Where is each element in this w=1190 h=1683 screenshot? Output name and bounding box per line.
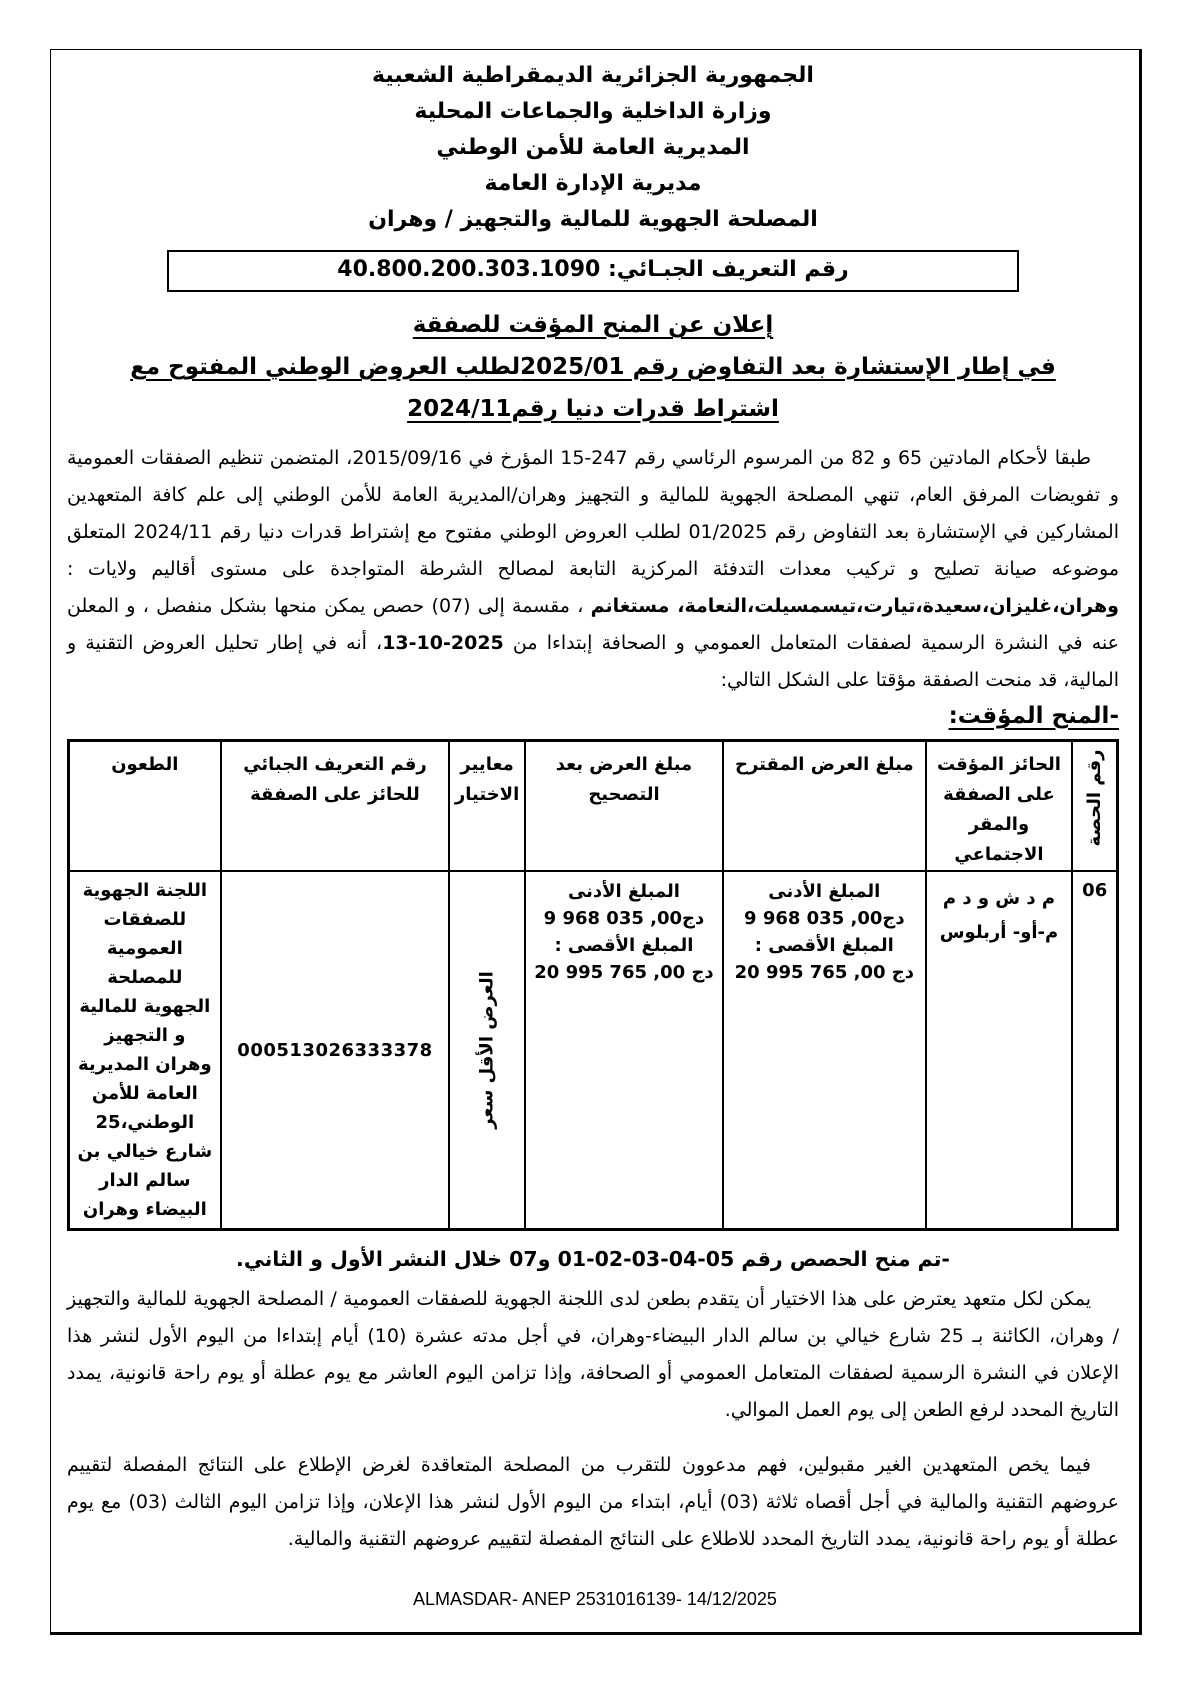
title-line-3: اشتراط قدرات دنيا رقم2024/11 bbox=[407, 396, 779, 422]
announcement-title bbox=[67, 304, 1119, 430]
award-table bbox=[67, 739, 1119, 1231]
letterhead-line-republic: الجمهورية الجزائرية الديمقراطية الشعبية bbox=[372, 63, 814, 88]
column-header-proposed-amount: مبلغ العرض المقترح bbox=[723, 741, 925, 872]
appeal-paragraph: يمكن لكل متعهد يعترض على هذا الاختيار أن يتقدم بطعن لدى اللجنة الجهوية للصفقات العمومية / المصلحة الجهوية للمالية والتجهيز / وهران، الكائنة بـ 25 شارع خيالي بن سالم الدار البيضاء-وهران، في أجل مدته عشرة (10) أيام إبتداءا من اليوم الأول لنشر هذا الإعلان في النشرة الرسمية لصفقات المتعامل العمومي أو الصحافة، وإذا تزامن اليوم العاشر مع يوم عطلة أو يوم راحة قانونية، يمدد التاريخ المحدد لرفع الطعن إلى يوم العمل الموالي. bbox=[67, 1288, 1120, 1421]
letterhead bbox=[67, 58, 1119, 238]
document-page bbox=[50, 49, 1142, 1635]
cell-lot-number: 06 bbox=[1072, 871, 1117, 1230]
corrected-min-label: المبلغ الأدنى bbox=[567, 881, 680, 902]
corrected-max-label: المبلغ الأقصى : bbox=[554, 935, 694, 956]
proposed-min-label: المبلغ الأدنى bbox=[768, 881, 881, 902]
title-line-1: إعلان عن المنح المؤقت للصفقة bbox=[412, 312, 774, 338]
tax-id-box bbox=[167, 250, 1019, 292]
proposed-min-value: 9 968 035 ,00دج bbox=[744, 908, 905, 929]
cell-appeals: اللجنة الجهوية للصفقات العمومية للمصلحة الجهوية للمالية و التجهيز وهران المديرية العامة للأمن الوطني،25 شارع خيالي بن سالم الدار البيضاء وهران bbox=[69, 871, 221, 1230]
proposed-max-label: المبلغ الأقصى : bbox=[754, 935, 894, 956]
column-header-holder: الحائز المؤقت على الصفقة والمقر الاجتماعي bbox=[926, 741, 1073, 872]
column-header-criteria: معايير الاختيار bbox=[449, 741, 525, 872]
column-header-lot-number: رقم الحصة bbox=[1072, 741, 1117, 872]
letterhead-line-dgsn: المديرية العامة للأمن الوطني bbox=[436, 135, 750, 160]
provisional-award-label: -المنح المؤقت: bbox=[948, 703, 1119, 729]
tax-id-value: 40.800.200.303.1090 bbox=[337, 257, 601, 282]
corrected-max-value: 20 995 765 ,00 دج bbox=[534, 962, 714, 983]
rejected-bidders-paragraph: فيما يخص المتعهدين الغير مقبولين، فهم مدعوون للتقرب من المصلحة المتعاقدة لغرض الإطلاع على النتائج المفصلة لتقييم عروضهم التقنية والمالية في أجل أقصاه ثلاثة (03) أيام، ابتداء من اليوم الأول لنشر هذا الإعلان، وإذا تزامن اليوم الثالث (03) مع يوم عطلة أو يوم راحة قانونية، يمدد التاريخ المحدد للاطلاع على النتائج المفصلة لتقييم عروضهم التقنية والمالية. bbox=[67, 1454, 1120, 1550]
cell-corrected-amount bbox=[525, 871, 723, 1230]
lots-granted-note: -تم منح الحصص رقم 05-04-03-02-01 و07 خلال النشر الأول و الثاني. bbox=[236, 1247, 950, 1271]
tax-id-label: رقم التعريف الجبـائي: bbox=[607, 257, 849, 282]
title-line-2: في إطار الإستشارة بعد التفاوض رقم 2025/01لطلب العروض الوطني المفتوح مع bbox=[130, 354, 1056, 380]
table-row bbox=[69, 871, 1118, 1230]
cell-criteria: العرض الأقل سعر bbox=[449, 871, 525, 1230]
column-header-tax-id: رقم التعريف الجبائي للحائز على الصفقة bbox=[221, 741, 450, 872]
table-header-row bbox=[69, 741, 1118, 872]
letterhead-line-direction: مديرية الإدارة العامة bbox=[484, 171, 702, 196]
column-header-appeals: الطعون bbox=[69, 741, 221, 872]
cell-tax-id: 000513026333378 bbox=[221, 871, 450, 1230]
column-header-corrected-amount: مبلغ العرض بعد التصحيح bbox=[525, 741, 723, 872]
cell-proposed-amount bbox=[723, 871, 925, 1230]
corrected-min-value: 9 968 035 ,00دج bbox=[543, 908, 705, 929]
letterhead-line-ministry: وزارة الداخلية والجماعات المحلية bbox=[414, 99, 772, 124]
cell-holder: م د ش و د م م-أو- أربلوس bbox=[926, 871, 1073, 1230]
proposed-max-value: 20 995 765 ,00 دج bbox=[734, 962, 914, 983]
intro-paragraph: طبقا لأحكام المادتين 65 و 82 من المرسوم الرئاسي رقم 247-15 المؤرخ في 2015/09/16، المتضمن تنظيم الصفقات العمومية و تفويضات المرفق العام، تنهي المصلحة الجهوية للمالية و التجهيز وهران/المديرية العامة للأمن الوطني إلى علم كافة المتعهدين المشاركين في الإستشارة بعد التفاوض رقم 01/2025 لطلب العروض الوطني مفتوح مع إشتراط قدرات دنيا رقم 2024/11 المتعلق موضوعه صيانة تصليح و تركيب معدات التدفئة المركزية التابعة لمصالح الشرطة المتواجدة على مستوى أقاليم ولايات : وهران،غليزان،سعيدة،تيارت،تيسمسيلت،النعامة، مستغانم ، مقسمة إلى (07) حصص يمكن منحها بشكل منفصل ، و المعلن عنه في النشرة الرسمية لصفقات المتعامل العمومي و الصحافة إبتداءا من 2025-10-13، أنه في إطار تحليل العروض التقنية و المالية، قد منحت الصفقة مؤقتا على الشكل التالي: bbox=[67, 447, 1119, 691]
letterhead-line-service: المصلحة الجهوية للمالية والتجهيز / وهران bbox=[368, 207, 818, 232]
anep-footer-note: ALMASDAR- ANEP 2531016139- 14/12/2025 bbox=[413, 1589, 777, 1609]
